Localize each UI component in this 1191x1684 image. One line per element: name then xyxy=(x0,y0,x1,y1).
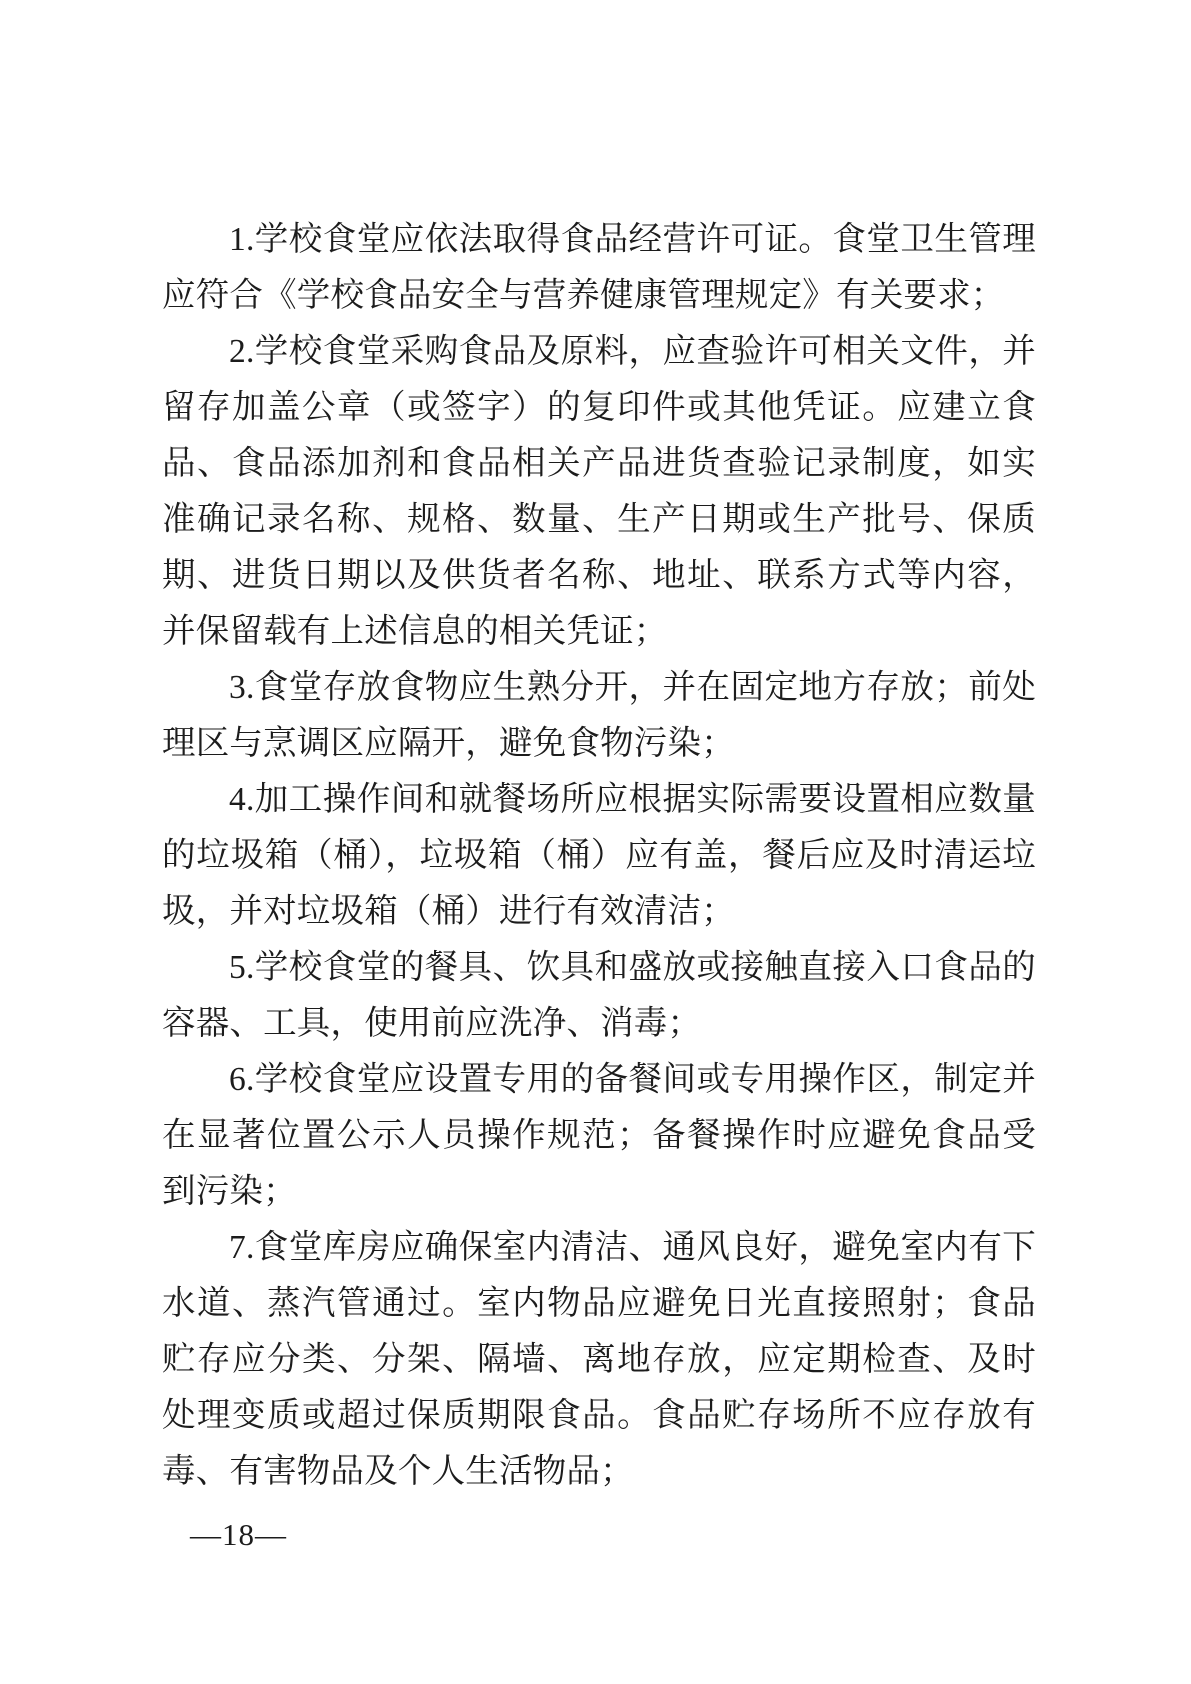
paragraph-item-4: 4.加工操作间和就餐场所应根据实际需要设置相应数量的垃圾箱（桶），垃圾箱（桶）应有盖，餐后应及时清运垃圾，并对垃圾箱（桶）进行有效清洁； xyxy=(162,781,1036,930)
page-number: —18— xyxy=(190,1517,287,1552)
paragraph-item-2: 2.学校食堂采购食品及原料，应查验许可相关文件，并留存加盖公章（或签字）的复印件或其他凭证。应建立食品、食品添加剂和食品相关产品进货查验记录制度，如实准确记录名称、规格、数量、生产日期或生产批号、保质期、进货日期以及供货者名称、地址、联系方式等内容，并保留载有上述信息的相关凭证； xyxy=(162,333,1036,650)
paragraph-item-6: 6.学校食堂应设置专用的备餐间或专用操作区，制定并在显著位置公示人员操作规范；备餐操作时应避免食品受到污染； xyxy=(162,1061,1036,1210)
paragraph-item-7: 7.食堂库房应确保室内清洁、通风良好，避免室内有下水道、蒸汽管通过。室内物品应避免日光直接照射；食品贮存应分类、分架、隔墙、离地存放，应定期检查、及时处理变质或超过保质期限食品。食品贮存场所不应存放有毒、有害物品及个人生活物品； xyxy=(162,1229,1036,1490)
paragraph-item-1: 1.学校食堂应依法取得食品经营许可证。食堂卫生管理应符合《学校食品安全与营养健康管理规定》有关要求； xyxy=(162,221,1036,314)
paragraph-item-5: 5.学校食堂的餐具、饮具和盛放或接触直接入口食品的容器、工具，使用前应洗净、消毒； xyxy=(162,949,1036,1042)
paragraph-item-3: 3.食堂存放食物应生熟分开，并在固定地方存放；前处理区与烹调区应隔开，避免食物污染； xyxy=(162,669,1036,762)
document-body xyxy=(162,212,1036,1500)
